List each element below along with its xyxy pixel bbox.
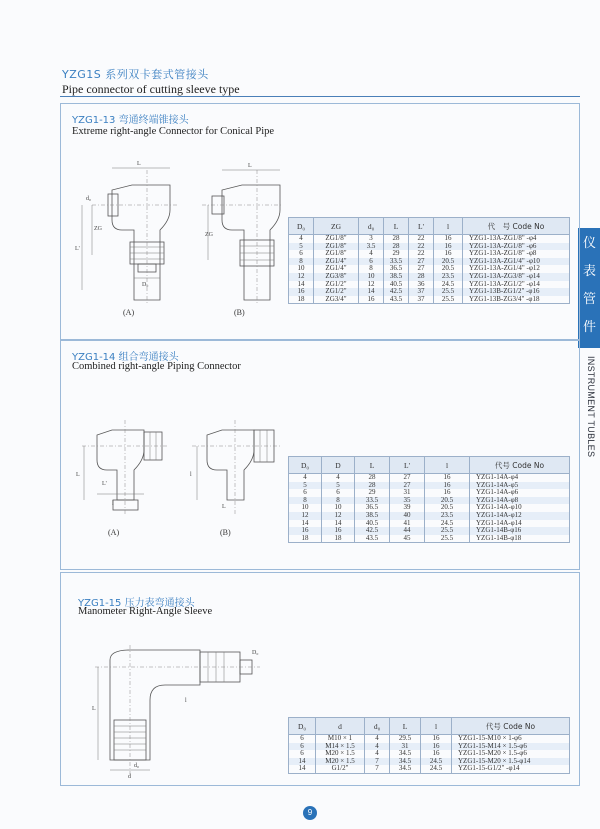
table-cell: 29: [355, 489, 390, 497]
table-cell: 20.5: [434, 265, 463, 273]
table-cell: 43.5: [355, 535, 390, 543]
table-cell: YZG1-14B-φ18: [470, 535, 570, 543]
table-cell: 16: [421, 750, 452, 758]
dim-d0: d₀: [134, 763, 140, 769]
table-cell: 10: [289, 265, 314, 273]
table-cell: 22: [409, 250, 434, 258]
table-cell: 6: [289, 735, 316, 743]
table-cell: 16: [434, 243, 463, 251]
col-header: L: [390, 718, 421, 735]
table-cell: 16: [425, 482, 470, 490]
table-cell: 14: [289, 765, 316, 773]
col-header: d₀: [365, 718, 390, 735]
table-cell: 8: [289, 497, 322, 505]
table-cell: 44: [390, 527, 425, 535]
table-cell: 36.5: [384, 265, 409, 273]
table-cell: 18: [289, 296, 314, 304]
table-cell: YZG1-14A-φ10: [470, 504, 570, 512]
table-cell: 27: [390, 474, 425, 482]
dim-l-b: l: [190, 472, 192, 478]
page-title: YZG1S 系列双卡套式管接头: [62, 68, 209, 81]
table-cell: 14: [289, 281, 314, 289]
table-cell: 7: [365, 758, 390, 766]
table-cell: 40.5: [355, 520, 390, 528]
section-title-13: YZG1-13 弯通终端锥接头: [72, 115, 189, 126]
col-header: ZG: [314, 218, 359, 235]
table-cell: 31: [390, 489, 425, 497]
table-cell: 4: [322, 474, 355, 482]
table-cell: YZG1-13B-ZG3/4" -φ18: [463, 296, 570, 304]
dim-d0: d₀: [86, 196, 92, 202]
caption-14a: (A): [108, 528, 120, 537]
table-cell: 27: [390, 482, 425, 490]
table-row: [289, 504, 570, 512]
col-header: D₀: [289, 457, 322, 474]
table-cell: 29.5: [390, 735, 421, 743]
table-cell: YZG1-15-M20 × 1.5-φ6: [452, 750, 570, 758]
table-cell: 36.5: [355, 504, 390, 512]
table-cell: 27: [409, 265, 434, 273]
drawing-13: [72, 150, 282, 310]
table-cell: YZG1-15-M10 × 1-φ6: [452, 735, 570, 743]
table-cell: 20.5: [434, 258, 463, 266]
table-cell: 7: [365, 765, 390, 773]
table-cell: 24.5: [425, 520, 470, 528]
dim-Lprime: L': [75, 246, 80, 252]
spec-table-13: [288, 217, 570, 304]
caption-13a: (A): [123, 308, 135, 317]
dim-L-a: L: [137, 161, 141, 167]
dim-D0: D₀: [142, 282, 149, 288]
table-cell: 16: [359, 296, 384, 304]
table-cell: 6: [322, 489, 355, 497]
col-header: l: [434, 218, 463, 235]
drawing-14b: [192, 420, 280, 515]
side-tab-char: 件: [583, 320, 597, 335]
table-cell: 6: [289, 743, 316, 751]
table-cell: 16: [289, 527, 322, 535]
table-cell: 42.5: [384, 288, 409, 296]
table-cell: 5: [289, 243, 314, 251]
table-cell: 16: [425, 489, 470, 497]
table-row: [289, 489, 570, 497]
table-cell: ZG1/8": [314, 250, 359, 258]
col-header: D₀: [289, 718, 316, 735]
table-cell: 12: [289, 273, 314, 281]
table-cell: 4: [289, 235, 314, 243]
col-header: l: [421, 718, 452, 735]
table-cell: 4: [365, 743, 390, 751]
table-cell: 28: [384, 243, 409, 251]
table-cell: 42.5: [355, 527, 390, 535]
col-header: L': [409, 218, 434, 235]
table-cell: 20.5: [425, 504, 470, 512]
table-cell: 28: [355, 474, 390, 482]
page-subtitle: Pipe connector of cutting sleeve type: [62, 82, 240, 96]
table-cell: 14: [289, 520, 322, 528]
drawing-15: [90, 640, 270, 780]
table-cell: YZG1-13B-ZG1/2" -φ16: [463, 288, 570, 296]
table-cell: 4: [359, 250, 384, 258]
col-header: d: [316, 718, 365, 735]
table-cell: ZG1/2": [314, 288, 359, 296]
table-cell: 12: [359, 281, 384, 289]
table-cell: 24.5: [434, 281, 463, 289]
table-cell: 4: [289, 474, 322, 482]
table-cell: 12: [322, 512, 355, 520]
table-cell: 16: [425, 474, 470, 482]
drawing-13b: [202, 170, 281, 305]
section-subtitle-15: Manometer Right-Angle Sleeve: [78, 606, 213, 617]
table-cell: ZG1/2": [314, 281, 359, 289]
table-cell: 37: [409, 288, 434, 296]
table-cell: 40: [390, 512, 425, 520]
dim-L: L: [92, 706, 96, 712]
table-cell: 33.5: [355, 497, 390, 505]
table-cell: 6: [359, 258, 384, 266]
table-cell: 10: [289, 504, 322, 512]
spec-table-15: [288, 717, 570, 774]
table-cell: 14: [289, 758, 316, 766]
section-title-15: YZG1-15 压力表弯通接头: [78, 598, 195, 609]
table-cell: ZG1/4": [314, 265, 359, 273]
table-row: [289, 474, 570, 482]
caption-13b: (B): [234, 308, 245, 317]
table-row: [289, 535, 570, 543]
col-header: 代号 Code No: [470, 457, 570, 474]
table-cell: 45: [390, 535, 425, 543]
table-cell: 29: [384, 250, 409, 258]
table-cell: 22: [409, 235, 434, 243]
table-row: [289, 482, 570, 490]
table-cell: YZG1-13A-ZG1/8" -φ4: [463, 235, 570, 243]
table-cell: 18: [322, 535, 355, 543]
table-cell: ZG1/8": [314, 243, 359, 251]
table-cell: 16: [421, 743, 452, 751]
table-cell: 16: [421, 735, 452, 743]
table-cell: 14: [359, 288, 384, 296]
table-cell: 8: [289, 258, 314, 266]
col-header: D₀: [289, 218, 314, 235]
table-row: [289, 497, 570, 505]
table-cell: YZG1-13A-ZG1/8" -φ8: [463, 250, 570, 258]
table-cell: 37: [409, 296, 434, 304]
table-cell: 28: [355, 482, 390, 490]
spec-table-14: [288, 456, 570, 543]
side-tab-english: [584, 356, 596, 476]
table-cell: YZG1-14A-φ12: [470, 512, 570, 520]
table-cell: 3.5: [359, 243, 384, 251]
dim-d: d: [128, 774, 131, 780]
drawing-14: [72, 410, 282, 520]
table-cell: ZG1/4": [314, 258, 359, 266]
table-cell: 33.5: [384, 258, 409, 266]
table-cell: 4: [365, 735, 390, 743]
table-cell: 25.5: [425, 527, 470, 535]
table-cell: YZG1-15-M20 × 1.5-φ14: [452, 758, 570, 766]
col-header: d₀: [359, 218, 384, 235]
table-cell: 12: [289, 512, 322, 520]
drawing-13a: [82, 168, 177, 305]
drawing-14a: [82, 420, 167, 515]
table-cell: 38.5: [355, 512, 390, 520]
table-cell: YZG1-15-G1/2" -φ14: [452, 765, 570, 773]
dim-L: L: [76, 472, 80, 478]
dim-zg-a: ZG: [94, 226, 102, 232]
table-cell: 35: [390, 497, 425, 505]
table-cell: M20 × 1.5: [316, 758, 365, 766]
dim-Lprime: L': [102, 481, 107, 487]
table-cell: 24.5: [421, 758, 452, 766]
side-tab-char: 管: [583, 292, 597, 307]
table-cell: 34.5: [390, 758, 421, 766]
table-cell: 34.5: [390, 765, 421, 773]
table-header-row: [289, 218, 570, 235]
table-cell: ZG1/8": [314, 235, 359, 243]
table-cell: YZG1-14B-φ16: [470, 527, 570, 535]
dim-L-b: L: [248, 163, 252, 169]
table-row: [289, 527, 570, 535]
table-cell: 31: [390, 743, 421, 751]
table-cell: 39: [390, 504, 425, 512]
table-cell: 36: [409, 281, 434, 289]
table-cell: M14 × 1.5: [316, 743, 365, 751]
col-header: L': [390, 457, 425, 474]
col-header: L: [355, 457, 390, 474]
table-cell: YZG1-14A-φ5: [470, 482, 570, 490]
header-rule: [60, 96, 580, 97]
table-row: [289, 296, 570, 304]
table-cell: 4: [365, 750, 390, 758]
table-header-row: [289, 457, 570, 474]
caption-14b: (B): [220, 528, 231, 537]
col-header: l: [425, 457, 470, 474]
table-cell: 5: [289, 482, 322, 490]
table-cell: 34.5: [390, 750, 421, 758]
table-row: [289, 758, 570, 766]
section-title-14: YZG1-14 组合弯通接头: [72, 352, 179, 363]
side-tab-char: 仪: [583, 236, 597, 251]
table-cell: ZG3/4": [314, 296, 359, 304]
table-cell: YZG1-14A-φ6: [470, 489, 570, 497]
table-header-row: [289, 718, 570, 735]
page-number: 9: [303, 806, 317, 820]
table-cell: 43.5: [384, 296, 409, 304]
col-header: 代号 Code No: [452, 718, 570, 735]
dim-l: l: [185, 698, 187, 704]
table-cell: 25.5: [434, 288, 463, 296]
table-row: [289, 512, 570, 520]
table-cell: YZG1-15-M14 × 1.5-φ6: [452, 743, 570, 751]
side-tab-char: 表: [583, 264, 597, 279]
table-cell: 27: [409, 258, 434, 266]
table-cell: G1/2": [316, 765, 365, 773]
table-cell: 6: [289, 489, 322, 497]
section-subtitle-14: Combined right-angle Piping Connector: [72, 361, 241, 372]
table-cell: 23.5: [425, 512, 470, 520]
table-cell: M10 × 1: [316, 735, 365, 743]
table-cell: YZG1-14A-φ14: [470, 520, 570, 528]
table-cell: 25.5: [434, 296, 463, 304]
table-row: [289, 520, 570, 528]
side-tab-english-label: INSTRUMENT TUBLES: [586, 356, 596, 458]
col-header: 代 号 Code No: [463, 218, 570, 235]
table-cell: 16: [322, 527, 355, 535]
table-cell: 10: [322, 504, 355, 512]
table-cell: YZG1-14A-φ4: [470, 474, 570, 482]
table-cell: 6: [289, 750, 316, 758]
col-header: L: [384, 218, 409, 235]
table-cell: 28: [384, 235, 409, 243]
table-cell: 8: [359, 265, 384, 273]
table-cell: 10: [359, 273, 384, 281]
table-cell: 38.5: [384, 273, 409, 281]
table-cell: 41: [390, 520, 425, 528]
dim-L-b: L: [222, 504, 226, 510]
table-cell: 20.5: [425, 497, 470, 505]
table-cell: 40.5: [384, 281, 409, 289]
dim-D0: D₀: [252, 650, 259, 656]
table-cell: YZG1-13A-ZG1/4" -φ10: [463, 258, 570, 266]
table-cell: 5: [322, 482, 355, 490]
table-cell: 6: [289, 250, 314, 258]
table-cell: 23.5: [434, 273, 463, 281]
table-cell: 24.5: [421, 765, 452, 773]
table-cell: 18: [289, 535, 322, 543]
table-cell: YZG1-13A-ZG3/8" -φ14: [463, 273, 570, 281]
table-cell: 16: [434, 250, 463, 258]
table-cell: YZG1-13A-ZG1/2" -φ14: [463, 281, 570, 289]
table-cell: 22: [409, 243, 434, 251]
table-cell: M20 × 1.5: [316, 750, 365, 758]
table-cell: 8: [322, 497, 355, 505]
table-cell: 28: [409, 273, 434, 281]
table-cell: YZG1-13A-ZG1/4" -φ12: [463, 265, 570, 273]
dim-l-a: l: [112, 501, 114, 507]
table-cell: 3: [359, 235, 384, 243]
table-cell: YZG1-13A-ZG1/8" -φ6: [463, 243, 570, 251]
table-cell: YZG1-14A-φ8: [470, 497, 570, 505]
table-cell: 16: [434, 235, 463, 243]
table-row: [289, 765, 570, 773]
section-subtitle-13: Extreme right-angle Connector for Conical Pipe: [72, 126, 275, 137]
table-cell: ZG3/8": [314, 273, 359, 281]
table-cell: 25.5: [425, 535, 470, 543]
dim-zg-b: ZG: [205, 232, 213, 238]
table-cell: 16: [289, 288, 314, 296]
col-header: D: [322, 457, 355, 474]
table-cell: 14: [322, 520, 355, 528]
